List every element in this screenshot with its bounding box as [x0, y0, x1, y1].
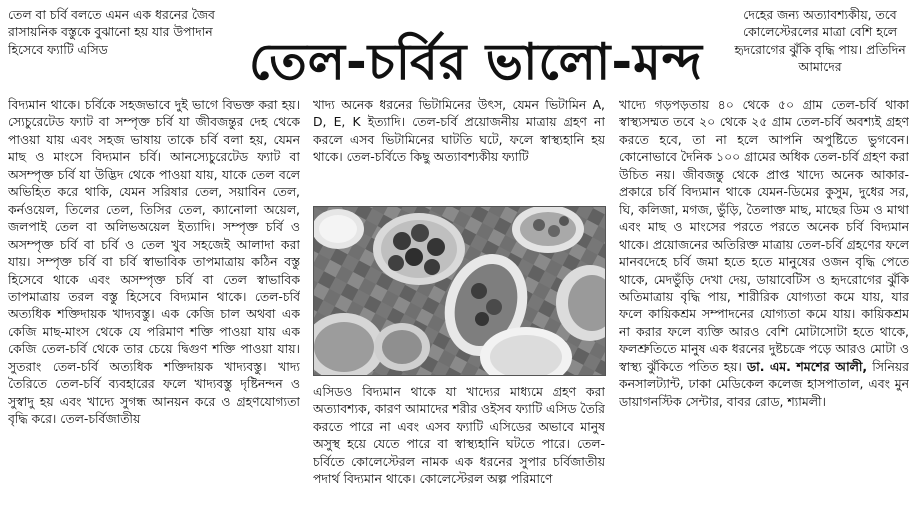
- column-3-lead: দেহের জন্য অত্যাবশ্যকীয়, তবে কোলেস্টেরলের মাত্রা বেশি হলে হৃদরোগের ঝুঁকি বৃদ্ধি পায়। প্রতিদিন আমাদের: [734, 7, 906, 75]
- column-2-top: খাদ্য অনেক ধরনের ভিটামিনের উৎস, যেমন ভিটামিন A, D, E, K ইত্যাদি। তেল-চর্বি প্রয়োজনীয় মাত্রায় গ্রহণ না করলে এসব ভিটামিনের ঘাটতি ঘটে, ফলে স্বাস্থ্যহানি হয় থাকে। তেল-চর্বিতে কিছু অত্যাবশ্যকীয় ফ্যাটি: [313, 97, 605, 165]
- food-photo-illustration: [314, 207, 606, 376]
- column-1-body: বিদ্যমান থাকে। চর্বিকে সহজভাবে দুই ভাগে বিভক্ত করা হয়। স্যেচুরেটেড ফ্যাট বা সম্পৃক্ত চর্বি যা জীবজন্তুর দেহ থেকে পাওয়া যায় এবং সহজ ভাষায় তাকে চর্বি বলা হয়, যেমন মাছ ও মাংসে বিদ্যমান চর্বি। আনস্যেচুরেটেড ফ্যাট বা অসম্পৃক্ত চর্বি যা উদ্ভিদ থেকে পাওয়া যায়, যাকে তেল বলে অভিহিত করে থাকি, যেমন সরিষার তেল, সয়াবিন তেল, কর্নওয়েল, তিলের তেল, তিসির তেল, ক্যানোলা অয়েল, জলপাই তেল বা অলিভঅয়েল ইত্যাদি। সম্পৃক্ত চর্বি ও অসম্পৃক্ত চর্বি বা চর্বি ও তেল খুব সহজেই আলাদা করা যায়। সম্পৃক্ত চর্বি বা চর্বি স্বাভাবিক তাপমাত্রায় কঠিন বস্তু হিসেবে থাকে এবং অসম্পৃক্ত চর্বি বা তেল স্বাভাবিক তাপমাত্রায় তরল বস্তু হিসেবে বিদ্যমান থাকে। তেল-চর্বি অত্যধিক শক্তিদায়ক খাদ্যবস্তু। এক কেজি চাল অথবা এক কেজি মাছ-মাংস থেকে যে পরিমাণ শক্তি পাওয়া যায় এক কেজি তেল-চর্বি থেকে তার চেয়ে দ্বিগুণ শক্তি পাওয়া যায়। সুতরাং তেল-চর্বি অত্যধিক শক্তিদায়ক খাদ্যবস্তু। খাদ্য তৈরিতে তেল-চর্বি ব্যবহারের ফলে খাদ্যবস্তু দৃষ্টিনন্দন ও সুস্বাদু হয় এবং খাদ্যে সুগন্ধ আনয়ন করে ও গ্রহণযোগ্যতা বৃদ্ধি করে। তেল-চর্বিজাতীয়: [8, 97, 300, 427]
- column-3-text: খাদ্যে গড়পড়তায় ৪০ থেকে ৫০ গ্রাম তেল-চর্বি থাকা স্বাস্থ্যসম্মত তবে ২০ থেকে ২৫ গ্রাম তেল-চর্বি অবশ্যই গ্রহণ করতে হবে, তা না হলে আপনি অপুষ্টিতে ভুগবেন। কোনোভাবে দৈনিক ১০০ গ্রামের অধিক তেল-চর্বি গ্রহণ করা উচিত নয়। জীবজন্তু থেকে প্রাপ্ত খাদ্যে অনেক আকার-প্রকারে চর্বি বিদ্যমান থাকে যেমন-ডিমের কুসুম, দুধের সর, ঘি, কলিজা, মগজ, ভুঁড়ি, তৈলাক্ত মাছ, মাছের ডিম ও মাথা এবং মাছ ও মাংসের পরতে পরতে অনেক চর্বি বিদ্যমান থাকে। প্রয়োজনের অতিরিক্ত মাত্রায় তেল-চর্বি গ্রহণের ফলে মানবদেহে চর্বি জমা হতে হতে মানুষের ওজন বৃদ্ধি পেতে থাকে, মেদভুঁড়ি দেখা দেয়, ডায়াবেটিস ও হৃদরোগের ঝুঁকি অতিমাত্রায় বৃদ্ধি পায়, শারীরিক যোগ্যতা কমে যায়, যার ফলে কায়িকশ্রম সম্পাদনের যোগ্যতা কমে যায়। কায়িকশ্রম না করার ফলে ব্যক্তি আরও বেশি মোটাসোটা হতে থাকে, ফলশ্রুতিতে মানুষ এক ধরনের দুষ্টচক্রে পড়ে আরও মোটা ও স্বাস্থ্য ঝুঁকিতে পতিত হয়।: [619, 97, 909, 374]
- food-photo: [313, 206, 606, 376]
- author-name: ডা. এম. শমশের আলী,: [746, 358, 868, 374]
- column-2-bottom: এসিডও বিদ্যমান থাকে যা খাদ্যের মাধ্যমে গ্রহণ করা অত্যাবশ্যক, কারণ আমাদের শরীর ওইসব ফ্যাটি এসিড তৈরি করতে পারে না এবং এসব ফ্যাটি এসিডের অভাবে মানুষ অসুস্থ হয়ে যেতে পারে বা স্বাস্থ্যহানি ঘটতে পারে। তেল-চর্বিতে কোলেস্টেরল নামক এক ধরনের সুপার চর্বিজাতীয় পদার্থ বিদ্যমান থাকে। কোলেস্টেরল অল্প পরিমাণে: [313, 384, 605, 487]
- headline: তেল-চর্বির ভালো-মন্দ: [248, 33, 704, 91]
- author-credentials: সিনিয়র কনসালট্যান্ট, ঢাকা মেডিকেল কলেজ হাসপাতাল, এবং মুন ডায়াগনস্টিক সেন্টার, বাবর রোড, শ্যামলী।: [619, 358, 909, 409]
- column-3-body: [619, 96, 909, 528]
- column-1-lead: তেল বা চর্বি বলতে এমন এক ধরনের জৈব রাসায়নিক বস্তুকে বুঝানো হয় যার উপাদান হিসেবে ফ্যাটি এসিড: [8, 7, 215, 57]
